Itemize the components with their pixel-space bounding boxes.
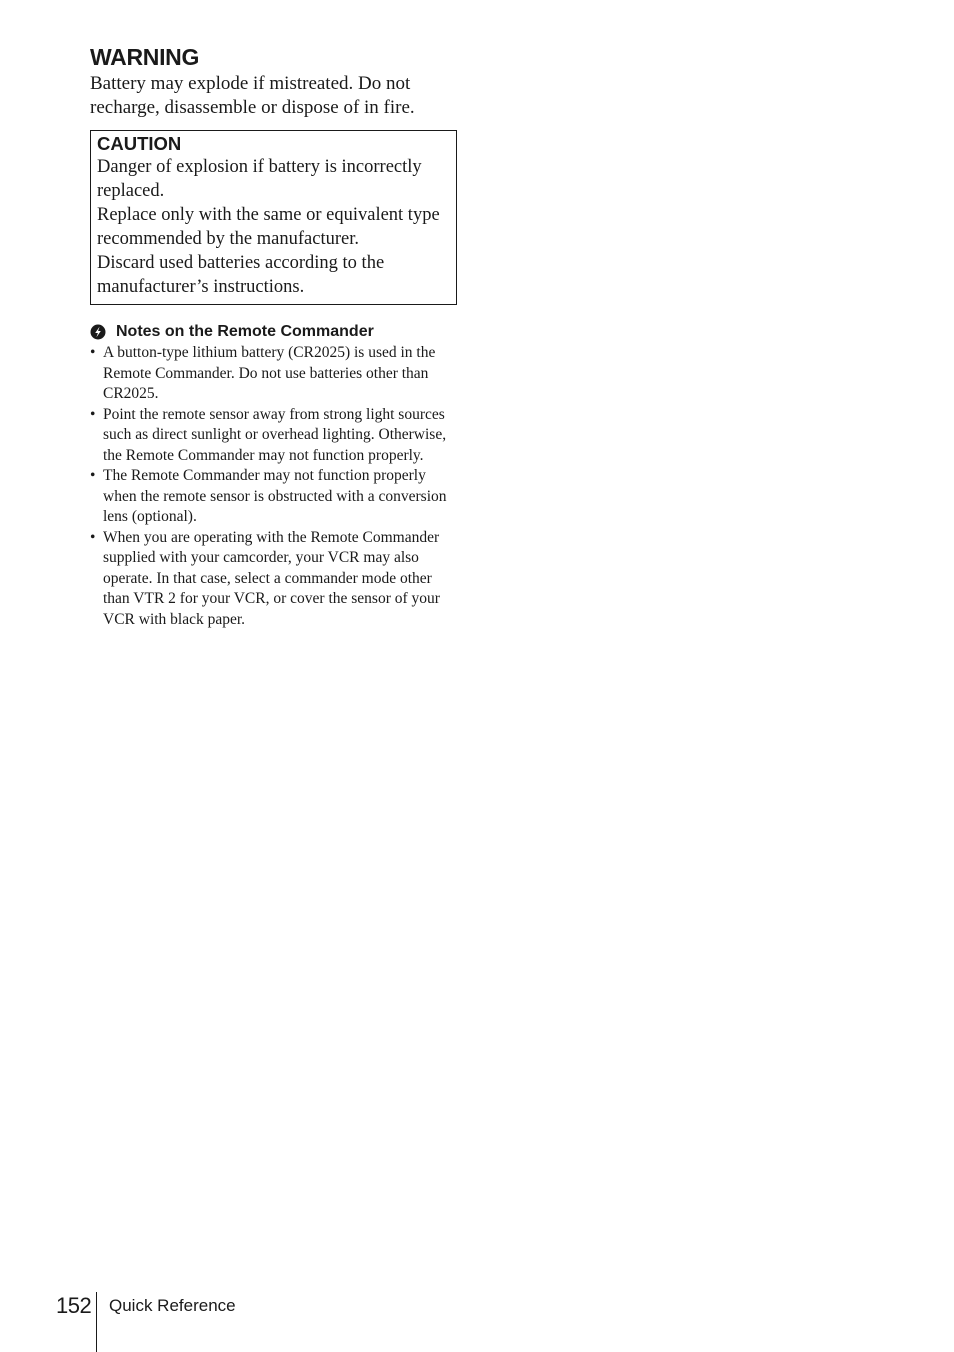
bullet: •: [90, 528, 96, 546]
caution-line: recommended by the manufacturer.: [97, 229, 359, 249]
caution-line: replaced.: [97, 181, 165, 201]
footer-section-title: Quick Reference: [109, 1296, 236, 1315]
caution-box: [90, 130, 457, 305]
list-item: [90, 405, 460, 467]
caution-line: Replace only with the same or equivalent type: [97, 205, 440, 225]
list-item-text: The Remote Commander may not function properly when the remote sensor is obstructed with a conversion lens (optional).: [103, 467, 447, 525]
caution-heading: CAUTION: [97, 133, 182, 154]
notes-heading: [90, 322, 374, 342]
list-item: [90, 528, 460, 631]
warning-text: Battery may explode if mistreated. Do not recharge, disassemble or dispose of in fire.: [90, 73, 415, 118]
notes-title: Notes on the Remote Commander: [116, 323, 374, 340]
list-item-text: A button-type lithium battery (CR2025) is used in the Remote Commander. Do not use batteries other than CR2025.: [103, 344, 436, 402]
list-item-text: When you are operating with the Remote Commander supplied with your camcorder, your VCR may also operate. In that case, select a commander mode other than VTR 2 for your VCR, or cover the sensor of your VCR with black paper.: [103, 528, 440, 628]
note-icon: [90, 324, 106, 340]
bullet: •: [90, 405, 96, 423]
bullet: •: [90, 467, 96, 484]
list-item: [90, 343, 460, 405]
caution-line: Discard used batteries according to the: [97, 253, 385, 273]
warning-heading: WARNING: [90, 44, 200, 70]
caution-text: [97, 155, 457, 299]
caution-line: Danger of explosion if battery is incorrectly: [97, 157, 422, 177]
caution-line: manufacturer’s instructions.: [97, 277, 305, 297]
list-item: [90, 466, 460, 528]
bullet: •: [90, 344, 96, 361]
footer-divider: [96, 1292, 97, 1352]
page-number: 152: [56, 1293, 92, 1318]
notes-list: [90, 343, 460, 630]
list-item-text: Point the remote sensor away from strong light sources such as direct sunlight or overhead lighting. Otherwise, the Remote Commander may not function properly.: [103, 405, 447, 464]
